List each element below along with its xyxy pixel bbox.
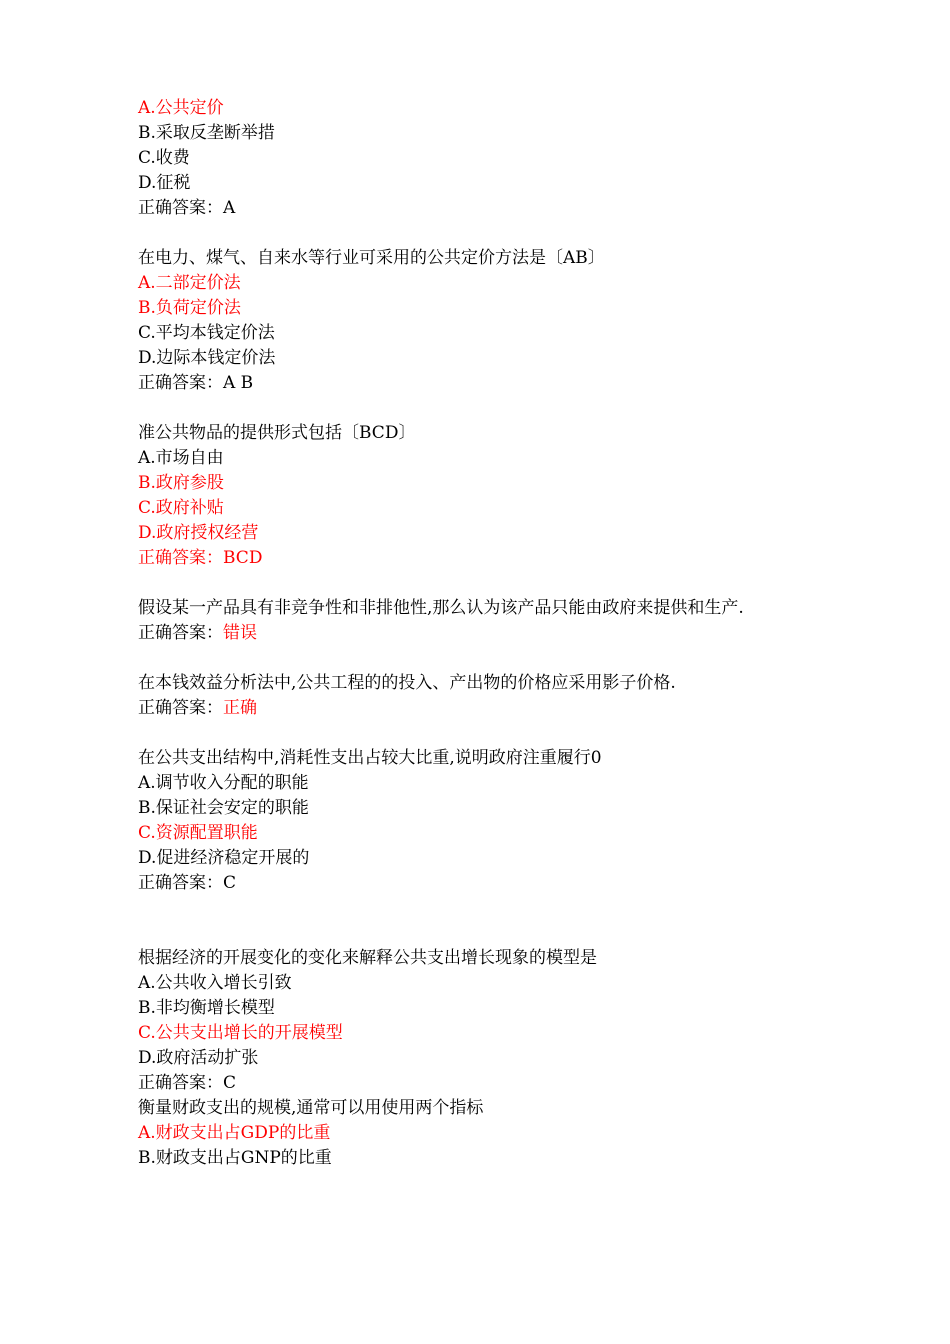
q2-option-d: D.边际本钱定价法 [138, 348, 276, 368]
q8-stem: 衡量财政支出的规模,通常可以用使用两个指标 [138, 1098, 484, 1118]
q5-answer-label: 正确答案： [138, 698, 223, 718]
q4-answer-label: 正确答案： [138, 623, 223, 643]
q1-option-a: A.公共定价 [138, 98, 224, 118]
q4-answer-value: 错误 [223, 623, 257, 643]
q1-answer: 正确答案：A [138, 198, 236, 218]
q8-option-b: B.财政支出占GNP的比重 [138, 1148, 332, 1168]
q3-option-c: C.政府补贴 [138, 498, 224, 518]
q3-option-d: D.政府授权经营 [138, 523, 259, 543]
q3-stem: 准公共物品的提供形式包括〔BCD〕 [138, 423, 416, 443]
q2-option-c: C.平均本钱定价法 [138, 323, 275, 343]
q1-option-b: B.采取反垄断举措 [138, 123, 275, 143]
q1-option-c: C.收费 [138, 148, 190, 168]
q2-answer: 正确答案：A B [138, 373, 254, 393]
q2-option-a: A.二部定价法 [138, 273, 241, 293]
q7-stem: 根据经济的开展变化的变化来解释公共支出增长现象的模型是 [138, 948, 597, 968]
q7-option-c: C.公共支出增长的开展模型 [138, 1023, 343, 1043]
q6-option-d: D.促进经济稳定开展的 [138, 848, 310, 868]
q6-option-a: A.调节收入分配的职能 [138, 773, 309, 793]
q2-option-b: B.负荷定价法 [138, 298, 241, 318]
q5-answer-value: 正确 [223, 698, 257, 718]
spacer [138, 896, 818, 946]
q6-option-c: C.资源配置职能 [138, 823, 258, 843]
q8-option-a: A.财政支出占GDP的比重 [138, 1123, 331, 1143]
document-page [138, 96, 818, 1171]
q7-option-a: A.公共收入增长引致 [138, 973, 292, 993]
q6-stem: 在公共支出结构中,消耗性支出占较大比重,说明政府注重履行0 [138, 748, 602, 768]
spacer [138, 571, 818, 596]
spacer [138, 646, 818, 671]
spacer [138, 721, 818, 746]
q3-answer: 正确答案：BCD [138, 548, 263, 568]
q6-option-b: B.保证社会安定的职能 [138, 798, 309, 818]
q3-option-a: A.市场自由 [138, 448, 224, 468]
q7-option-b: B.非均衡增长模型 [138, 998, 275, 1018]
q2-stem: 在电力、煤气、自来水等行业可采用的公共定价方法是〔AB〕 [138, 248, 605, 268]
spacer [138, 221, 818, 246]
q5-answer [138, 696, 818, 721]
q6-answer: 正确答案：C [138, 873, 237, 893]
q1-option-d: D.征税 [138, 173, 191, 193]
q3-option-b: B.政府参股 [138, 473, 224, 493]
q7-answer: 正确答案：C [138, 1073, 237, 1093]
q5-stem: 在本钱效益分析法中,公共工程的的投入、产出物的价格应采用影子价格. [138, 673, 676, 693]
spacer [138, 396, 818, 421]
q4-answer [138, 621, 818, 646]
q7-option-d: D.政府活动扩张 [138, 1048, 259, 1068]
q4-stem: 假设某一产品具有非竞争性和非排他性,那么认为该产品只能由政府来提供和生产. [138, 598, 744, 618]
